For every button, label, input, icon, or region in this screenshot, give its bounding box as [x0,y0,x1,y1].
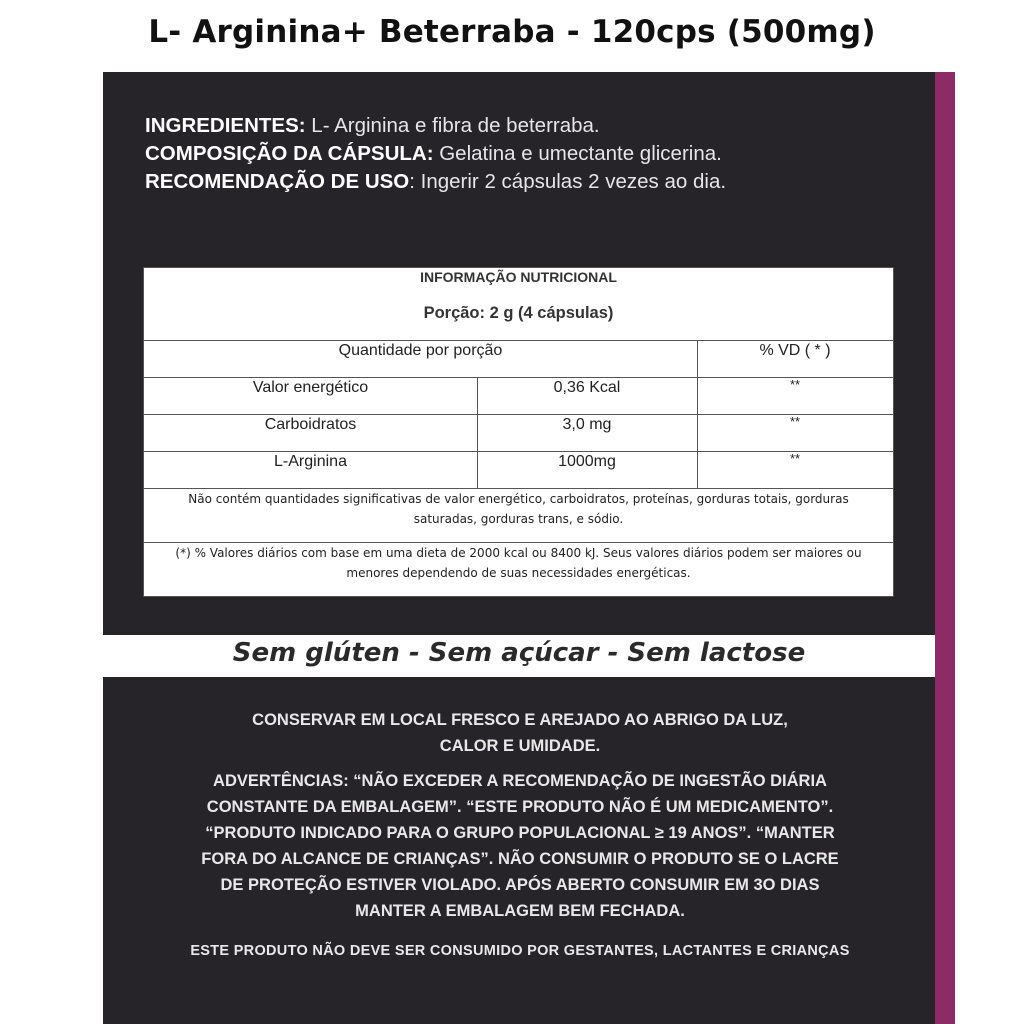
warning-line: MANTER A EMBALAGEM BEM FECHADA. [355,902,685,920]
note-line: Não contém quantidades significativas de valor energético, carboidratos, proteínas, gorduras totais, gorduras [188,492,849,506]
free-from-banner [103,635,935,677]
capsule-line [145,140,925,168]
row-dv: ** [789,377,801,392]
nutrition-table [143,267,894,597]
page-title: L- Arginina+ Beterraba - 120cps (500mg) [148,14,876,50]
warning-line: CONSTANTE DA EMBALAGEM”. “ESTE PRODUTO NÃO É UM MEDICAMENTO”. [206,798,834,816]
ingredients-text: L- Arginina e fibra de beterraba. [305,114,600,137]
usage-text: : Ingerir 2 cápsulas 2 vezes ao dia. [409,170,727,193]
ingredients-label: INGREDIENTES: [145,114,306,137]
warning-line: FORA DO ALCANCE DE CRIANÇAS”. NÃO CONSUMIR O PRODUTO SE O LACRE [201,850,839,868]
header-dv: % VD ( * ) [759,342,831,359]
row-name: L-Arginina [274,453,347,470]
note-line: saturadas, gorduras trans, e sódio. [413,512,624,526]
row-dv: ** [789,414,801,429]
warning-line: “PRODUTO INDICADO PARA O GRUPO POPULACIONAL ≥ 19 ANOS”. “MANTER [205,824,835,842]
capsule-label: COMPOSIÇÃO DA CÁPSULA: [145,142,434,165]
storage-instructions [120,707,920,759]
free-from-text: Sem glúten - Sem açúcar - Sem lactose [232,638,806,668]
usage-line [145,168,925,196]
note-line: menores dependendo de suas necessidades energéticas. [346,566,691,580]
usage-label: RECOMENDAÇÃO DE USO [145,170,410,193]
nutrition-note-1 [144,489,893,529]
row-name: Carboidratos [264,416,357,433]
ingredients-line [145,112,925,140]
warnings-block [120,768,920,924]
nutrition-note-2 [144,543,893,583]
storage-line: CALOR E UMIDADE. [439,737,601,755]
row-amount: 1000mg [558,453,616,470]
table-divider [144,340,893,341]
accent-strip [935,72,955,1024]
final-warning: ESTE PRODUTO NÃO DEVE SER CONSUMIDO POR GESTANTES, LACTANTES E CRIANÇAS [190,943,850,959]
row-amount: 0,36 Kcal [553,379,621,396]
nutrition-title: INFORMAÇÃO NUTRICIONAL [420,269,617,285]
warning-line: DE PROTEÇÃO ESTIVER VIOLADO. APÓS ABERTO CONSUMIR EM 3O DIAS [220,876,820,894]
ingredients-block [145,112,925,196]
row-dv: ** [789,451,801,466]
row-name: Valor energético [252,379,369,396]
note-line: (*) % Valores diários com base em uma dieta de 2000 kcal ou 8400 kJ. Seus valores diários podem ser maiores ou [175,546,862,560]
header-quantity: Quantidade por porção [338,342,503,359]
storage-line: CONSERVAR EM LOCAL FRESCO E AREJADO AO ABRIGO DA LUZ, [252,711,788,729]
capsule-text: Gelatina e umectante glicerina. [433,142,722,165]
serving-size: Porção: 2 g (4 cápsulas) [423,304,614,322]
row-amount: 3,0 mg [562,416,612,433]
warning-line: ADVERTÊNCIAS: “NÃO EXCEDER A RECOMENDAÇÃO DE INGESTÃO DIÁRIA [213,772,827,790]
